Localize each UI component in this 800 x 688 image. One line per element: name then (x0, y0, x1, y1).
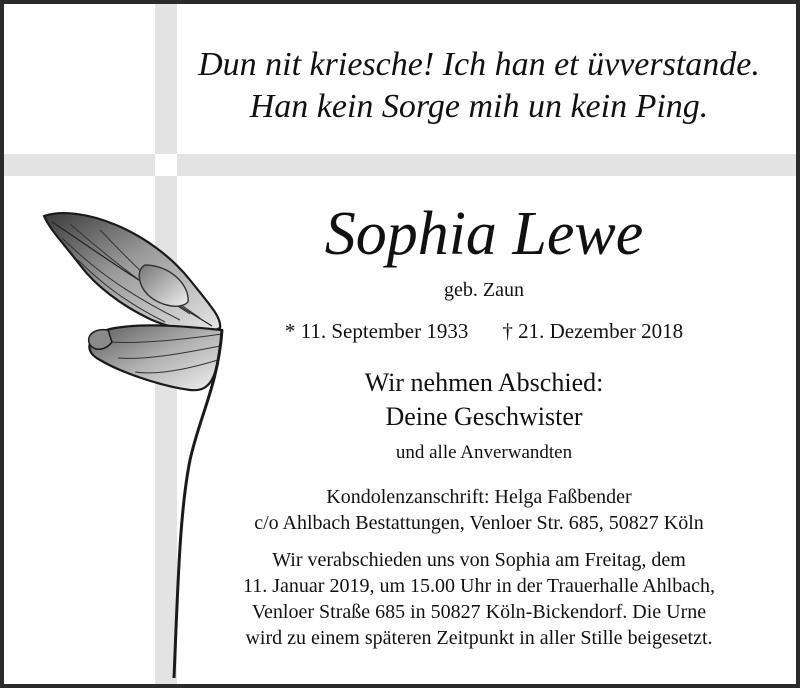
farewell-relatives: und alle Anverwandten (395, 442, 573, 463)
farewell-heading: Wir nehmen Abschied: (364, 368, 604, 397)
farewell-block (194, 366, 774, 434)
condolence-address (179, 484, 779, 536)
quote-line-1: Dun nit kriesche! Ich han et üvverstande. (198, 46, 760, 83)
cross-center (155, 154, 177, 176)
deceased-name: Sophia Lewe (324, 200, 644, 268)
ceremony-line-4: wird zu einem späteren Zeitpunkt in aller Stille beigesetzt. (245, 627, 713, 649)
ceremony-line-3: Venloer Straße 685 in 50827 Köln-Bickendorf. Die Urne (251, 601, 707, 623)
ceremony-line-2: 11. Januar 2019, um 15.00 Uhr in der Trauerhalle Ahlbach, (243, 575, 715, 597)
cross-bar-horizontal (4, 154, 796, 176)
death-date: † 21. Dezember 2018 (502, 319, 684, 343)
ceremony-line-1: Wir verabschieden uns von Sophia am Freitag, dem (272, 549, 686, 571)
condolence-line-1: Kondolenzanschrift: Helga Faßbender (326, 486, 632, 508)
maiden-name: geb. Zaun (444, 279, 524, 301)
life-dates (194, 317, 774, 345)
condolence-line-2: c/o Ahlbach Bestattungen, Venloer Str. 685, 50827 Köln (254, 512, 704, 534)
birth-date: * 11. September 1933 (284, 319, 469, 343)
quote-line-2: Han kein Sorge mih un kein Ping. (249, 88, 709, 125)
farewell-siblings: Deine Geschwister (385, 402, 583, 431)
ceremony-info (179, 547, 779, 651)
quote (179, 44, 779, 128)
